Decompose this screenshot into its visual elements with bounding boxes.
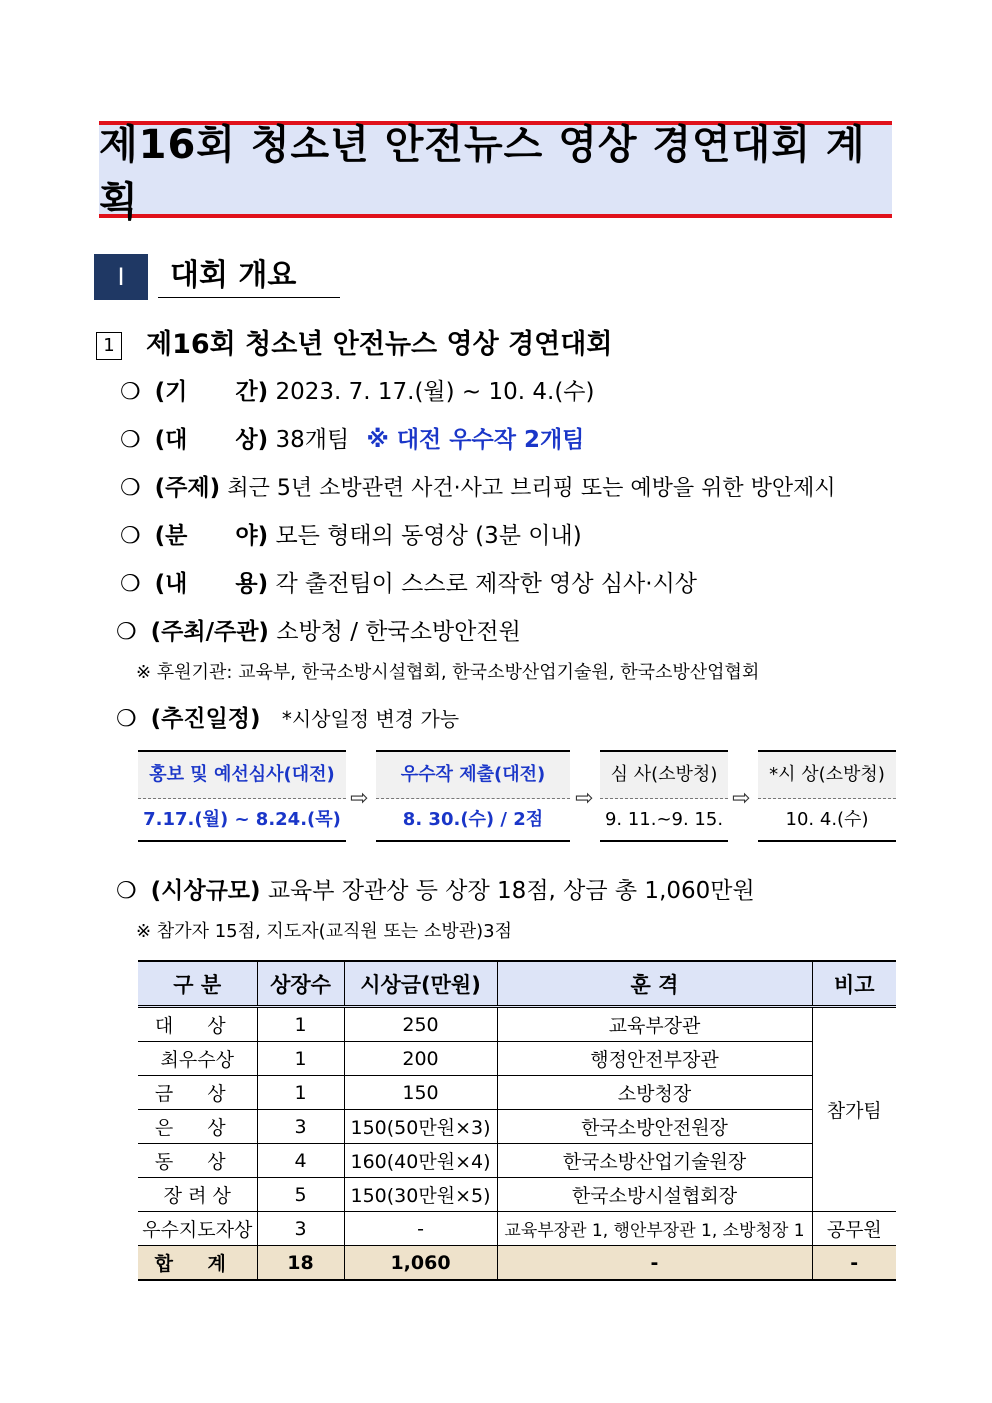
- table-cell: -: [344, 1212, 497, 1246]
- table-cell: 1: [257, 1007, 344, 1042]
- table-header: 상장수: [257, 961, 344, 1007]
- table-cell: 대 상: [138, 1007, 257, 1042]
- table-row: [138, 1212, 896, 1246]
- schedule-step-date: 9. 11.~9. 15.: [604, 809, 724, 830]
- table-cell: 교육부장관: [497, 1007, 812, 1042]
- item-label: (주제): [154, 475, 221, 501]
- item-awards: [116, 872, 755, 905]
- table-cell: 5: [257, 1178, 344, 1212]
- schedule-step-head: 홍보 및 예선심사(대전): [138, 752, 346, 799]
- bullet-icon: ❍: [120, 475, 141, 501]
- table-row: [138, 1076, 896, 1110]
- schedule-step-4: [758, 750, 896, 842]
- table-cell: -: [497, 1246, 812, 1281]
- arrow-right-icon: ⇨: [350, 786, 369, 811]
- item-theme: [120, 469, 836, 502]
- table-header: 비고: [812, 961, 896, 1007]
- item-text: 소방청 / 한국소방안전원: [276, 619, 521, 645]
- bullet-icon: ❍: [116, 706, 137, 732]
- bullet-icon: ❍: [120, 523, 141, 549]
- document-title-box: [99, 121, 892, 225]
- table-row: [138, 1042, 896, 1076]
- item-field: [120, 517, 582, 550]
- schedule-step-3: [600, 750, 728, 842]
- table-cell: 교육부장관 1, 행안부장관 1, 소방청장 1: [497, 1212, 812, 1246]
- bullet-icon: ❍: [120, 571, 141, 597]
- table-header: 구 분: [138, 961, 257, 1007]
- bullet-icon: ❍: [120, 379, 141, 405]
- bullet-icon: ❍: [116, 619, 137, 645]
- table-row: [138, 1144, 896, 1178]
- table-header-row: [138, 961, 896, 1007]
- table-cell: 4: [257, 1144, 344, 1178]
- item-text: 모든 형태의 동영상 (3분 이내): [275, 523, 582, 549]
- table-row: [138, 1178, 896, 1212]
- table-total-row: [138, 1246, 896, 1281]
- arrow-right-icon: ⇨: [575, 786, 594, 811]
- item-label: (주최/주관): [150, 619, 269, 645]
- item-schedule: [116, 700, 459, 733]
- participant-note-cell: 참가팀: [812, 1007, 896, 1212]
- item-host: [116, 613, 521, 646]
- schedule-step-date: 10. 4.(수): [785, 809, 869, 830]
- subsection-number: 1: [96, 332, 122, 360]
- table-cell: 최우수상: [138, 1042, 257, 1076]
- item-period: [120, 373, 595, 406]
- table-cell: 소방청장: [497, 1076, 812, 1110]
- table-cell: 장 려 상: [138, 1178, 257, 1212]
- table-header: 훈 격: [497, 961, 812, 1007]
- schedule-step-head: *시 상(소방청): [758, 752, 896, 799]
- table-cell: 200: [344, 1042, 497, 1076]
- item-target: [120, 421, 584, 454]
- table-cell: 150(50만원×3): [344, 1110, 497, 1144]
- schedule-step-head: 심 사(소방청): [600, 752, 728, 799]
- item-label: (기 간): [154, 379, 269, 405]
- table-cell: 3: [257, 1212, 344, 1246]
- table-cell: 합 계: [138, 1246, 257, 1281]
- bullet-icon: ❍: [120, 427, 141, 453]
- table-cell: 금 상: [138, 1076, 257, 1110]
- table-cell: 1: [257, 1042, 344, 1076]
- item-label: (내 용): [154, 571, 269, 597]
- table-cell: -: [812, 1246, 896, 1281]
- item-text: 최근 5년 소방관련 사건·사고 브리핑 또는 예방을 위한 방안제시: [227, 476, 836, 501]
- schedule-note: *시상일정 변경 가능: [281, 707, 460, 731]
- item-text: 각 출전팀이 스스로 제작한 영상 심사·시상: [275, 571, 698, 597]
- table-cell: 250: [344, 1007, 497, 1042]
- table-cell: 행정안전부장관: [497, 1042, 812, 1076]
- item-label: (추진일정): [150, 706, 261, 732]
- table-cell: 150: [344, 1076, 497, 1110]
- schedule-step-1: [138, 750, 346, 842]
- table-cell: 한국소방시설협회장: [497, 1178, 812, 1212]
- table-cell: 18: [257, 1246, 344, 1281]
- table-cell: 1,060: [344, 1246, 497, 1281]
- schedule-step-date: 8. 30.(수) / 2점: [402, 809, 544, 830]
- table-header: 시상금(만원): [344, 961, 497, 1007]
- table-row: [138, 1110, 896, 1144]
- item-text: 2023. 7. 17.(월) ~ 10. 4.(수): [275, 379, 595, 405]
- section-title: 대회 개요: [158, 254, 340, 298]
- prize-table: [138, 960, 896, 1281]
- section-number: Ⅰ: [94, 254, 148, 300]
- schedule-step-date: 7.17.(월) ~ 8.24.(목): [143, 809, 341, 830]
- table-cell: 우수지도자상: [138, 1212, 257, 1246]
- host-note: ※ 후원기관: 교육부, 한국소방시설협회, 한국소방산업기술원, 한국소방산업협회: [136, 662, 760, 683]
- table-cell: 3: [257, 1110, 344, 1144]
- item-label: (시상규모): [150, 878, 261, 904]
- item-highlight: ※ 대전 우수작 2개팀: [366, 427, 585, 453]
- bullet-icon: ❍: [116, 878, 137, 904]
- table-cell: 동 상: [138, 1144, 257, 1178]
- arrow-right-icon: ⇨: [732, 786, 751, 811]
- subsection-title: 제16회 청소년 안전뉴스 영상 경연대회: [146, 329, 613, 360]
- table-cell: 한국소방안전원장: [497, 1110, 812, 1144]
- table-cell: 150(30만원×5): [344, 1178, 497, 1212]
- subsection-heading: [96, 322, 612, 361]
- table-cell: 한국소방산업기술원장: [497, 1144, 812, 1178]
- item-text: 교육부 장관상 등 상장 18점, 상금 총 1,060만원: [267, 878, 755, 904]
- item-text: 38개팀: [275, 427, 350, 453]
- schedule-step-head: 우수작 제출(대전): [376, 752, 570, 799]
- item-label: (분 야): [154, 523, 269, 549]
- document-title: 제16회 청소년 안전뉴스 영상 경연대회 계획: [99, 121, 866, 225]
- table-row: [138, 1007, 896, 1042]
- awards-note: ※ 참가자 15점, 지도자(교직원 또는 소방관)3점: [136, 921, 513, 942]
- table-cell: 160(40만원×4): [344, 1144, 497, 1178]
- item-label: (대 상): [154, 427, 269, 453]
- table-cell: 1: [257, 1076, 344, 1110]
- schedule-step-2: [376, 750, 570, 842]
- table-cell: 은 상: [138, 1110, 257, 1144]
- item-content: [120, 565, 697, 598]
- table-cell: 공무원: [812, 1212, 896, 1246]
